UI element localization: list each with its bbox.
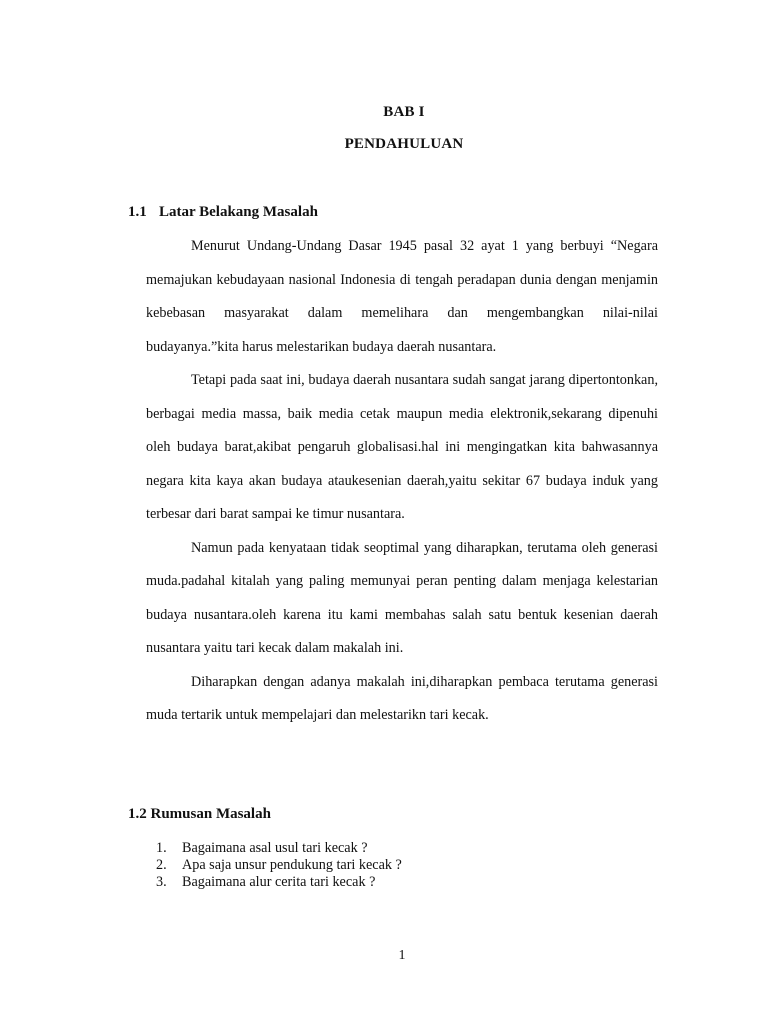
section-title: Latar Belakang Masalah <box>159 204 318 220</box>
chapter-title: PENDAHULUAN <box>344 136 464 152</box>
chapter-number: BAB I <box>383 104 425 120</box>
list-item <box>156 840 402 857</box>
list-item-text: Bagaimana asal usul tari kecak ? <box>182 840 368 856</box>
problem-list <box>156 840 402 891</box>
section-heading-1-2: 1.2 Rumusan Masalah <box>128 806 271 822</box>
list-item-text: Bagaimana alur cerita tari kecak ? <box>182 874 376 890</box>
list-item <box>156 857 402 874</box>
section-body-1-1 <box>146 230 658 733</box>
list-item-number: 2. <box>156 857 167 873</box>
page-number: 1 <box>398 948 406 963</box>
paragraph: Namun pada kenyataan tidak seoptimal yang diharapkan, terutama oleh generasi muda.padahal kitalah yang paling memunyai peran penting dalam menjaga kelestarian budaya nusantara.oleh karena itu kami membahas salah satu bentuk kesenian daerah nusantara yaitu tari kecak dalam makalah ini. <box>146 539 658 656</box>
paragraph: Diharapkan dengan adanya makalah ini,diharapkan pembaca terutama generasi muda tertarik untuk mempelajari dan melestarikn tari kecak. <box>146 673 658 723</box>
list-item-text: Apa saja unsur pendukung tari kecak ? <box>182 857 402 873</box>
list-item <box>156 874 402 891</box>
paragraph: Tetapi pada saat ini, budaya daerah nusantara sudah sangat jarang dipertontonkan, berbagai media massa, baik media cetak maupun media elektronik,sekarang dipenuhi oleh budaya barat,akibat pengaruh globalisasi.hal ini mengingatkan kita bahwasannya negara kita kaya akan budaya ataukesenian daerah,yaitu sekitar 67 budaya induk yang terbesar dari barat sampai ke timur nusantara. <box>146 372 658 522</box>
section-number: 1.1 <box>128 204 147 220</box>
list-item-number: 3. <box>156 874 167 890</box>
paragraph: Menurut Undang-Undang Dasar 1945 pasal 32 ayat 1 yang berbuyi “Negara memajukan kebudayaan nasional Indonesia di tengah peradapan dunia dengan menjamin kebebasan masyarakat dalam memelihara dan mengembangkan nilai-nilai budayanya.”kita harus melestarikan budaya daerah nusantara. <box>146 238 658 355</box>
list-item-number: 1. <box>156 840 167 856</box>
section-heading-1-1 <box>128 204 318 221</box>
